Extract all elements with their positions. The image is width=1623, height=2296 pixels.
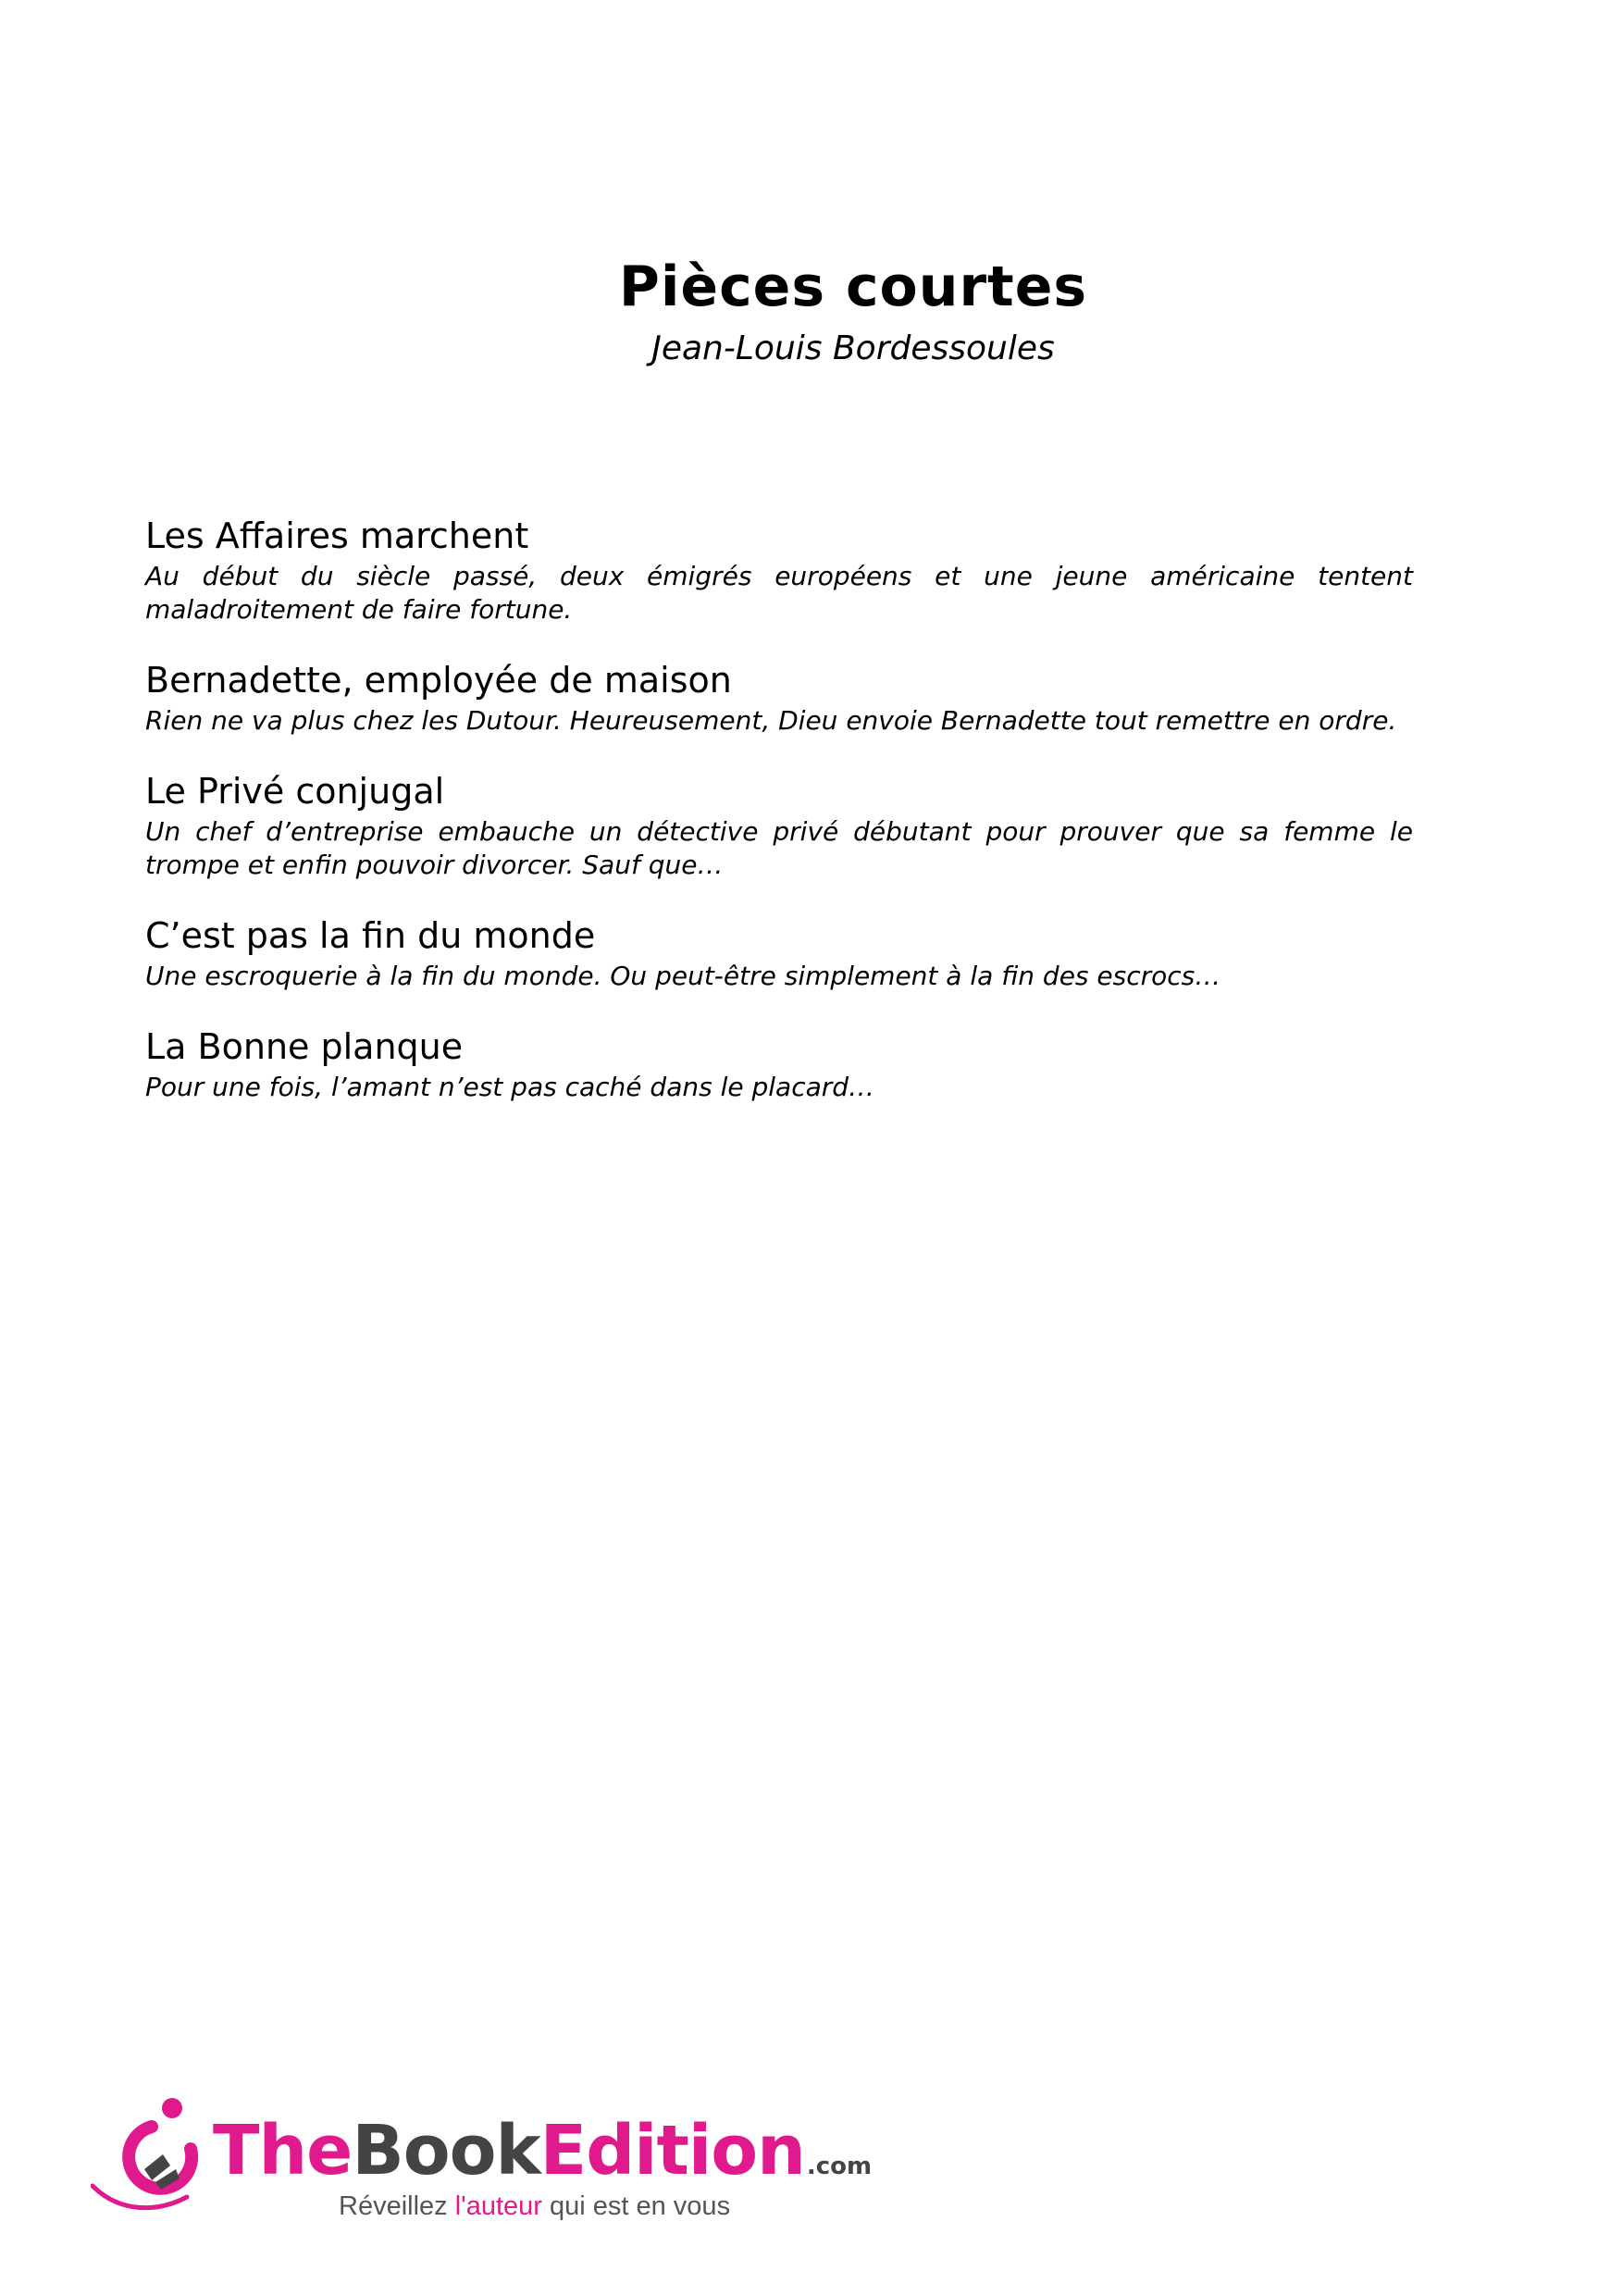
publisher-logo — [91, 2093, 873, 2232]
play-summary: Un chef d’entreprise embauche un détective privé débutant pour prouver que sa femme le trompe et enfin pouvoir divorcer. Sauf que… — [145, 816, 1413, 880]
author-name: Jean-Louis Bordessoules — [651, 329, 1055, 367]
logo-wordmark — [213, 2111, 873, 2203]
play-title: C’est pas la fin du monde — [145, 915, 596, 956]
play-title: Bernadette, employée de maison — [145, 660, 732, 701]
thebookedition-logo-icon — [91, 2093, 211, 2219]
play-item — [145, 913, 1413, 993]
play-summary: Pour une fois, l’amant n’est pas caché dans le placard… — [145, 1072, 875, 1102]
play-item — [145, 1024, 1413, 1104]
logo-tagline — [339, 2191, 730, 2222]
page-header — [0, 252, 1623, 370]
play-title: Les Affaires marchent — [145, 515, 529, 556]
logo-word-tld: .com — [806, 2153, 873, 2180]
plays-list — [145, 514, 1413, 1136]
logo-word-the: The — [213, 2111, 353, 2191]
tagline-accent: l'auteur — [454, 2191, 542, 2221]
page-title: Pièces courtes — [618, 254, 1088, 319]
logo-word-edition: Edition — [539, 2111, 805, 2191]
tagline-start: Réveillez — [339, 2191, 455, 2221]
logo-word-book: Book — [352, 2111, 540, 2191]
tagline-end: qui est en vous — [541, 2191, 731, 2221]
play-item — [145, 769, 1413, 882]
play-item — [145, 514, 1413, 627]
play-item — [145, 658, 1413, 738]
play-title: Le Privé conjugal — [145, 771, 445, 812]
play-summary: Au début du siècle passé, deux émigrés européens et une jeune américaine tentent maladroitement de faire fortune. — [145, 561, 1413, 625]
play-title: La Bonne planque — [145, 1026, 464, 1067]
play-summary: Une escroquerie à la fin du monde. Ou peut-être simplement à la fin des escrocs… — [145, 961, 1221, 991]
play-summary: Rien ne va plus chez les Dutour. Heureusement, Dieu envoie Bernadette tout remettre en ordre. — [145, 705, 1397, 736]
